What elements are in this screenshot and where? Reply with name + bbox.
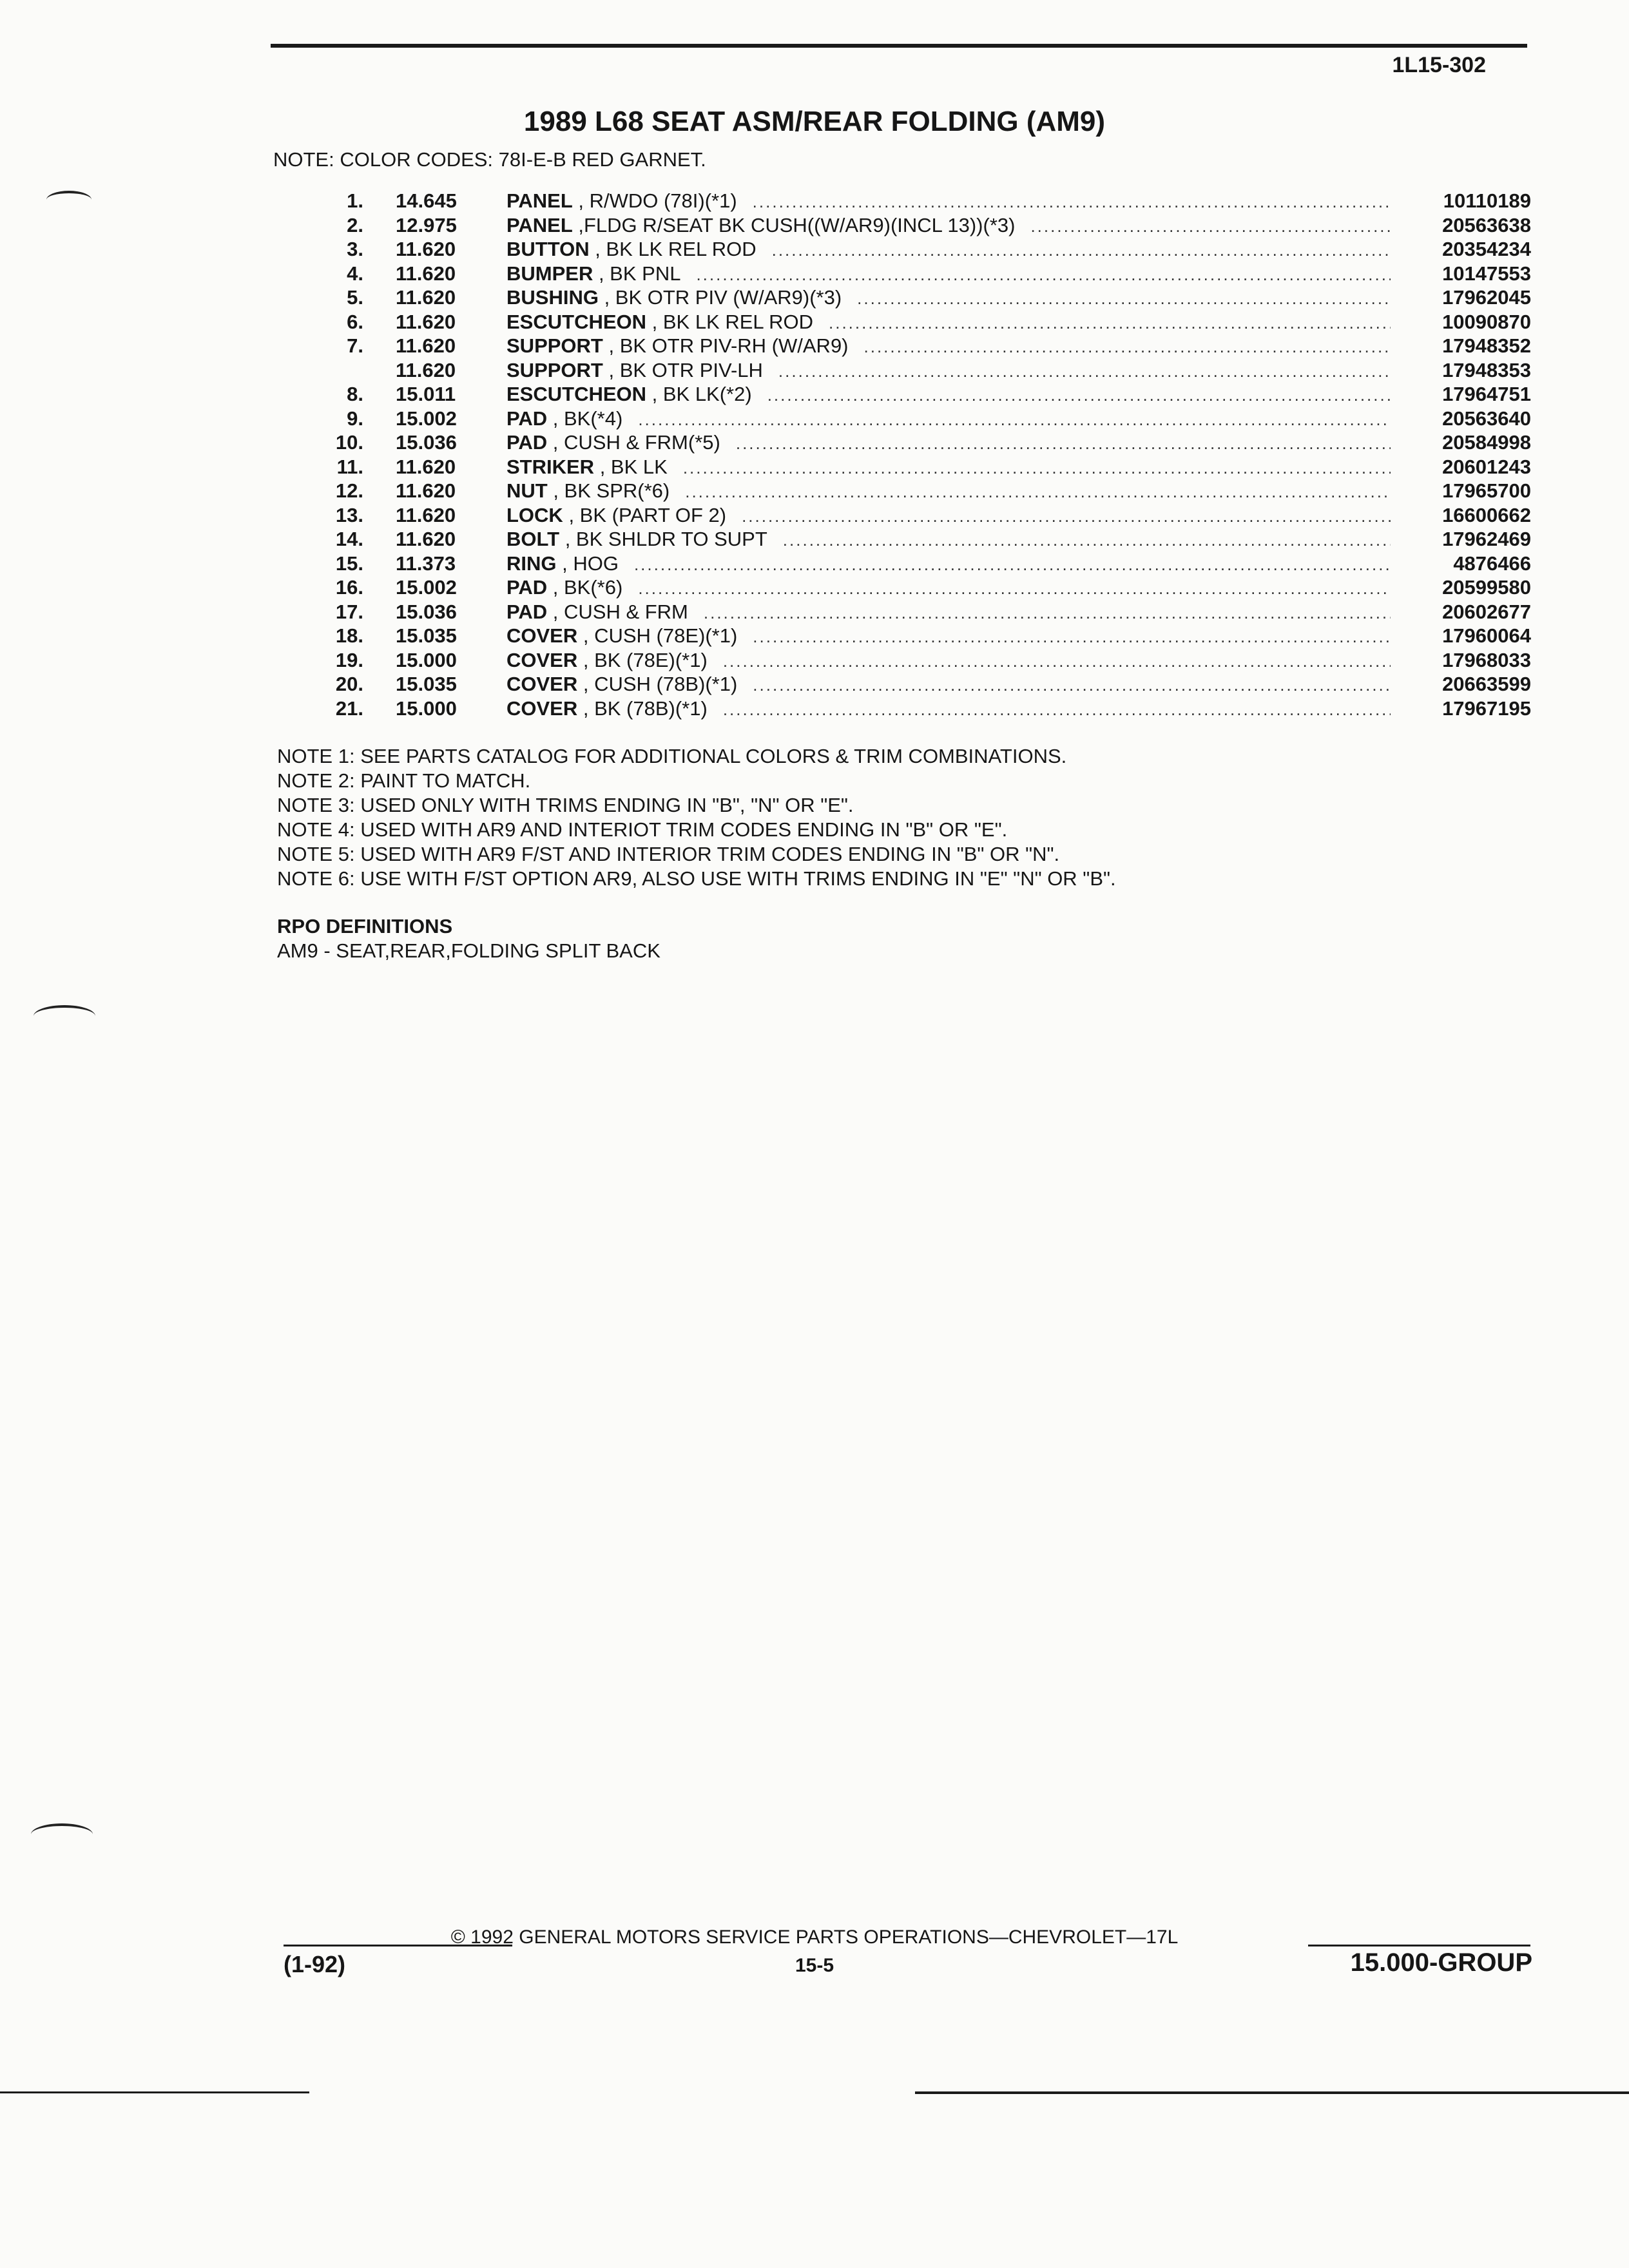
part-number: 17962045 [1442,286,1531,309]
part-number: 17948353 [1442,358,1531,381]
part-detail: , BK LK REL ROD [646,310,814,333]
parts-row [302,456,1531,480]
group-number: 15.035 [396,673,457,695]
note-2: NOTE 2: PAINT TO MATCH. [277,769,531,792]
part-description [499,334,1402,358]
part-name: SUPPORT [506,334,603,357]
parts-row [302,238,1531,262]
part-number: 20599580 [1442,576,1531,599]
item-number: 17. [335,600,363,623]
part-detail: , CUSH & FRM [547,600,688,623]
dot-leader [864,337,1391,357]
dot-leader [753,675,1391,695]
part-number: 20584998 [1442,431,1531,454]
part-detail: ,FLDG R/SEAT BK CUSH((W/AR9)(INCL 13))(*3) [572,213,1016,236]
part-name: BUMPER [506,262,593,285]
parts-row [302,286,1531,311]
part-detail: , BK LK REL ROD [589,238,757,260]
item-number: 6. [347,310,363,333]
group-number: 15.011 [396,383,456,405]
part-name: ESCUTCHEON [506,383,647,405]
dot-leader [638,579,1391,599]
part-name: PANEL [506,189,573,212]
color-codes-note: NOTE: COLOR CODES: 78I-E-B RED GARNET. [273,148,706,171]
item-number: 4. [347,262,363,285]
part-detail: , BK LK [594,455,668,478]
group-number: 15.002 [396,576,457,599]
part-detail: , BK(*4) [547,407,623,430]
parts-row [302,334,1531,359]
binder-mark-middle [34,1005,95,1027]
part-description [499,601,1402,624]
part-number: 16600662 [1442,503,1531,526]
part-name: COVER [506,673,578,695]
parts-list [302,189,1531,721]
part-name: RING [506,552,557,575]
notes-list [277,745,1116,892]
part-name: PAD [506,431,548,454]
part-description [499,504,1402,527]
rpo-definition-am9: AM9 - SEAT,REAR,FOLDING SPLIT BACK [277,939,660,962]
group-number: 15.035 [396,624,457,647]
note-1: NOTE 1: SEE PARTS CATALOG FOR ADDITIONAL COLORS & TRIM COMBINATIONS. [277,745,1067,767]
part-name: BUSHING [506,286,599,309]
part-description [499,407,1402,430]
group-number: 15.002 [396,407,457,430]
parts-row [302,189,1531,214]
note-3: NOTE 3: USED ONLY WITH TRIMS ENDING IN "B", "N" OR "E". [277,794,854,816]
part-name: BOLT [506,528,560,550]
part-description [499,359,1402,382]
dot-leader [778,361,1391,381]
part-number: 20602677 [1442,600,1531,623]
part-number: 17962469 [1442,528,1531,550]
part-name: PAD [506,600,548,623]
part-description [499,673,1402,696]
part-detail: , BK (78B)(*1) [577,697,708,720]
group-number: 11.620 [396,262,456,285]
item-number: 7. [347,334,363,357]
item-number: 3. [347,238,363,260]
part-number: 20354234 [1442,238,1531,260]
part-description [499,431,1402,454]
item-number: 21. [335,697,363,720]
part-detail: , BK OTR PIV-LH [602,358,763,381]
parts-row [302,262,1531,287]
item-number: 12. [335,479,363,502]
part-number: 20563638 [1442,213,1531,236]
item-number: 19. [335,648,363,671]
part-detail: , CUSH (78B)(*1) [577,673,738,695]
part-description [499,286,1402,309]
part-description [499,479,1402,503]
part-detail: , CUSH (78E)(*1) [577,624,738,647]
note-6: NOTE 6: USE WITH F/ST OPTION AR9, ALSO USE WITH TRIMS ENDING IN "E" "N" OR "B". [277,867,1116,890]
dot-leader [634,555,1391,575]
dot-leader [1030,216,1391,236]
part-detail: , BK SPR(*6) [547,479,670,502]
parts-row [302,504,1531,528]
part-description [499,189,1402,213]
part-number: 20663599 [1442,673,1531,695]
dot-leader [704,603,1391,623]
dot-leader [753,627,1391,647]
group-code: 15.000-GROUP [1350,1948,1532,1977]
group-number: 11.620 [396,479,456,502]
parts-row [302,214,1531,238]
bottom-rule-right [915,2091,1629,2094]
item-number: 18. [335,624,363,647]
part-number: 17965700 [1442,479,1531,502]
part-description [499,311,1402,334]
item-number: 16. [335,576,363,599]
group-number: 11.373 [396,552,456,575]
part-name: LOCK [506,503,563,526]
part-name: NUT [506,479,548,502]
dot-leader [767,385,1391,405]
dot-leader [829,313,1391,333]
part-name: PAD [506,576,548,599]
part-name: COVER [506,648,578,671]
group-number: 11.620 [396,455,456,478]
part-detail: , BK OTR PIV-RH (W/AR9) [602,334,849,357]
parts-row [302,673,1531,697]
part-description [499,697,1402,720]
group-number: 11.620 [396,334,456,357]
part-number: 17968033 [1442,648,1531,671]
parts-row [302,601,1531,625]
copyright-line: © 1992 GENERAL MOTORS SERVICE PARTS OPERATIONS—CHEVROLET—17L [450,1927,1179,1948]
part-name: PANEL [506,213,573,236]
part-number: 20601243 [1442,455,1531,478]
top-rule [271,44,1527,48]
date-code: (1-92) [284,1951,346,1977]
part-name: SUPPORT [506,358,603,381]
part-detail: , HOG [556,552,619,575]
page-title: 1989 L68 SEAT ASM/REAR FOLDING (AM9) [523,106,1106,137]
dot-leader [783,530,1391,550]
part-detail: , BK LK(*2) [646,383,752,405]
item-number: 9. [347,407,363,430]
part-number: 17967195 [1442,697,1531,720]
group-number: 11.620 [396,238,456,260]
item-number: 10. [335,431,363,454]
dot-leader [736,434,1391,454]
dot-leader [638,410,1391,430]
item-number: 2. [347,213,363,236]
item-number: 14. [335,528,363,550]
parts-row [302,552,1531,577]
parts-row [302,649,1531,673]
part-description [499,528,1402,551]
part-description [499,238,1402,261]
parts-row [302,576,1531,601]
dot-leader [723,651,1391,671]
item-number: 13. [335,503,363,526]
parts-row [302,528,1531,552]
item-number: 8. [347,383,363,405]
dot-leader [742,506,1391,526]
group-number: 11.620 [396,358,456,381]
part-detail: , BK OTR PIV (W/AR9)(*3) [598,286,842,309]
part-detail: , BK PNL [593,262,681,285]
part-description [499,649,1402,672]
group-number: 11.620 [396,310,456,333]
parts-row [302,407,1531,432]
note-5: NOTE 5: USED WITH AR9 F/ST AND INTERIOR TRIM CODES ENDING IN "B" OR "N". [277,843,1060,865]
part-number: 10110189 [1443,189,1531,212]
part-number: 17960064 [1442,624,1531,647]
dot-leader [857,289,1391,309]
item-number: 5. [347,286,363,309]
part-number: 10090870 [1442,310,1531,333]
part-name: STRIKER [506,455,595,478]
parts-row [302,359,1531,383]
bottom-rule-left [0,2091,309,2093]
binder-mark-top [46,191,92,209]
part-detail: , BK SHLDR TO SUPT [559,528,767,550]
dot-leader [685,482,1391,502]
dot-leader [683,458,1391,478]
group-number: 14.645 [396,189,457,212]
note-4: NOTE 4: USED WITH AR9 AND INTERIOT TRIM CODES ENDING IN "B" OR "E". [277,818,1008,841]
part-description [499,624,1402,648]
part-number: 17948352 [1442,334,1531,357]
part-detail: , BK (78E)(*1) [577,648,708,671]
rpo-definitions-heading: RPO DEFINITIONS [277,915,453,937]
group-number: 11.620 [396,286,456,309]
parts-row [302,697,1531,722]
part-description [499,576,1402,599]
part-description [499,214,1402,237]
dot-leader [723,700,1391,720]
part-number: 20563640 [1442,407,1531,430]
page-code: 1L15-302 [1392,53,1486,77]
part-description [499,456,1402,479]
part-name: PAD [506,407,548,430]
dot-leader [753,192,1391,212]
item-number: 1. [347,189,363,212]
group-number: 12.975 [396,213,457,236]
part-description [499,262,1402,285]
parts-row [302,624,1531,649]
parts-row [302,479,1531,504]
part-description [499,383,1402,406]
part-number: 4876466 [1453,552,1531,575]
parts-row [302,311,1531,335]
dot-leader [696,265,1391,285]
page-number: 15-5 [795,1955,834,1976]
item-number: 20. [335,673,363,695]
group-number: 11.620 [396,503,456,526]
group-number: 11.620 [396,528,456,550]
part-detail: , BK (PART OF 2) [563,503,727,526]
dot-leader [772,240,1391,260]
parts-row [302,431,1531,456]
group-number: 15.036 [396,600,457,623]
part-name: BUTTON [506,238,590,260]
part-number: 17964751 [1442,383,1531,405]
part-detail: , CUSH & FRM(*5) [547,431,720,454]
group-number: 15.036 [396,431,457,454]
item-number: 11. [336,455,363,478]
binder-mark-bottom [31,1823,93,1845]
part-detail: , BK(*6) [547,576,623,599]
item-number: 15. [335,552,363,575]
parts-row [302,383,1531,407]
group-number: 15.000 [396,648,457,671]
part-detail: , R/WDO (78I)(*1) [572,189,737,212]
part-name: COVER [506,624,578,647]
part-name: ESCUTCHEON [506,310,647,333]
part-description [499,552,1402,575]
part-number: 10147553 [1442,262,1531,285]
group-number: 15.000 [396,697,457,720]
part-name: COVER [506,697,578,720]
